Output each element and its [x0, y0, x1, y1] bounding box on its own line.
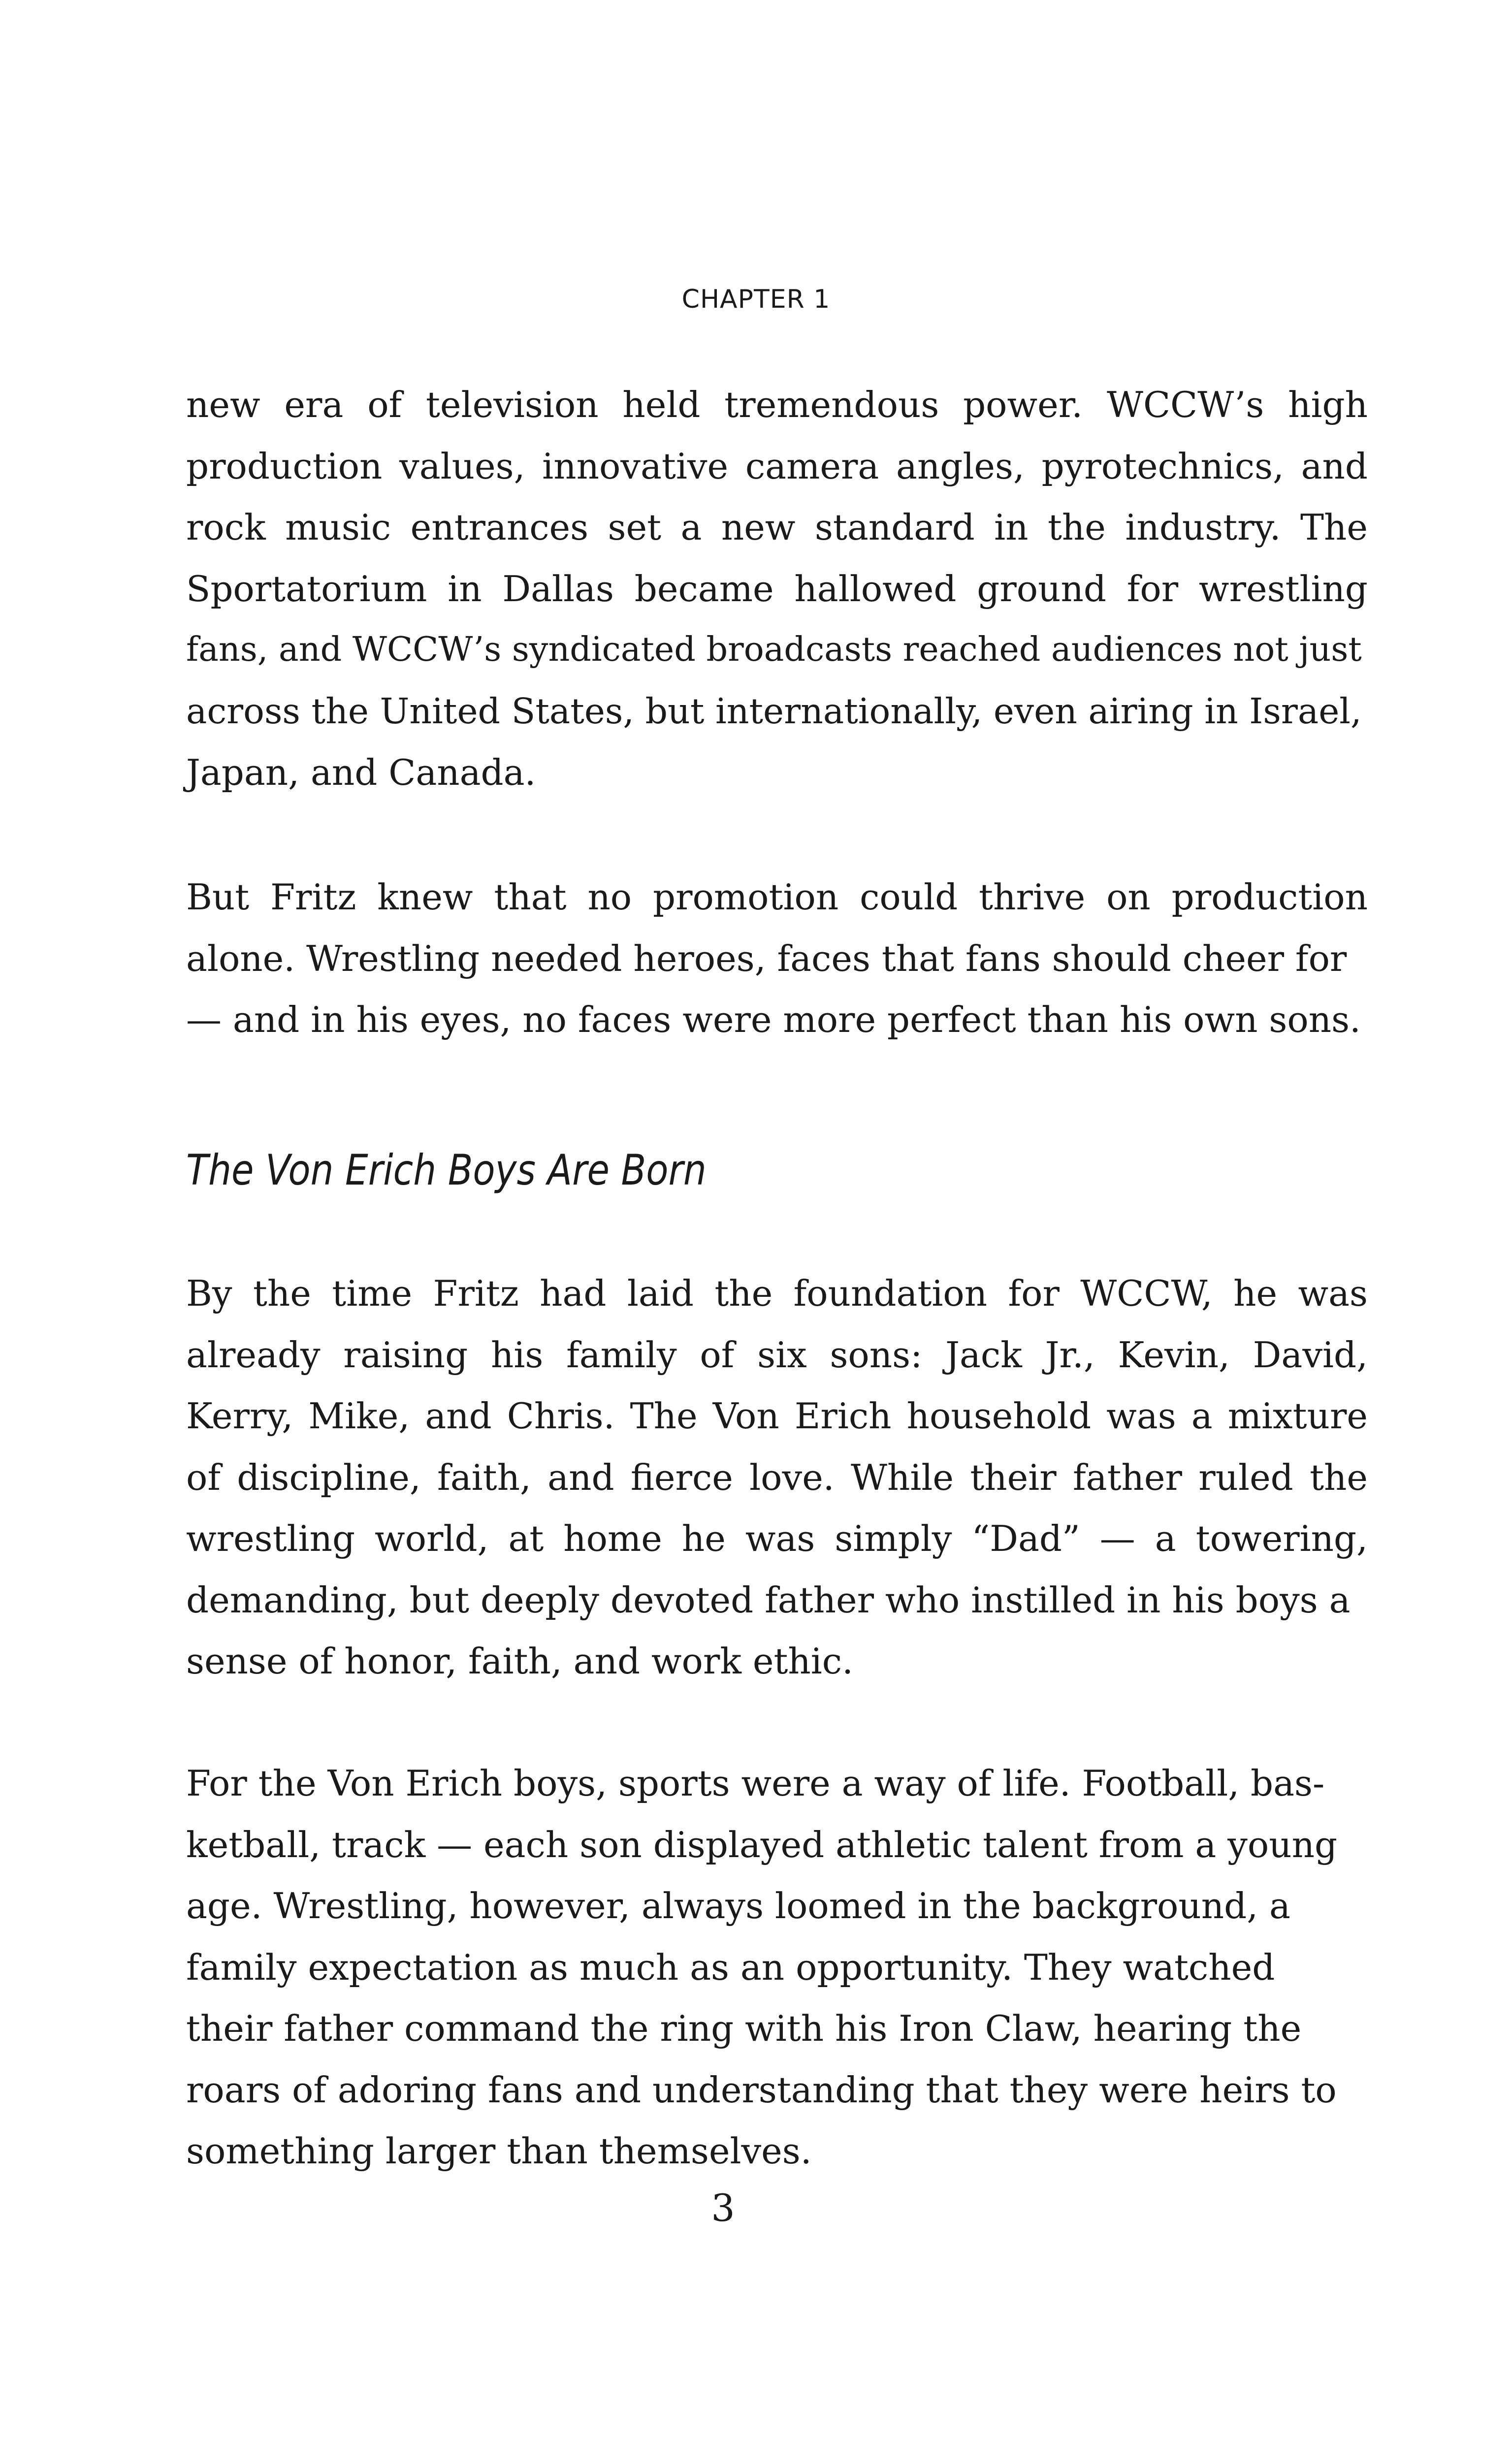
text-line: rock music entrances set a new standard in the industry. The: [186, 507, 1368, 548]
running-head: CHAPTER 1: [681, 285, 831, 314]
section-heading: The Von Erich Boys Are Born: [186, 1146, 707, 1195]
text-line: their father command the ring with his Iron Claw, hearing the: [186, 2008, 1302, 2049]
text-line: — and in his eyes, no faces were more perfect than his own sons.: [186, 999, 1361, 1040]
text-line: something larger than themselves.: [186, 2130, 812, 2172]
body-paragraph-2: [186, 867, 1368, 1051]
text-line: roars of adoring fans and understanding that they were heirs to: [186, 2069, 1337, 2111]
text-line: But Fritz knew that no promotion could thrive on production: [186, 876, 1368, 918]
text-line: fans, and WCCW’s syndicated broadcasts reached audiences not just: [186, 630, 1362, 669]
text-line: production values, innovative camera angles, pyrotechnics, and: [186, 445, 1368, 487]
page-number: 3: [711, 2186, 735, 2230]
body-paragraph-4: [186, 1753, 1368, 2182]
text-line: new era of television held tremendous power. WCCW’s high: [186, 384, 1368, 425]
text-line: ketball, track — each son displayed athletic talent from a young: [186, 1824, 1338, 1865]
text-line: of discipline, faith, and fierce love. While their father ruled the: [186, 1456, 1368, 1498]
text-line: Japan, and Canada.: [186, 752, 536, 793]
text-line: Kerry, Mike, and Chris. The Von Erich household was a mixture: [186, 1395, 1368, 1437]
text-line: demanding, but deeply devoted father who instilled in his boys a: [186, 1579, 1351, 1621]
text-line: wrestling world, at home he was simply “Dad” — a towering,: [186, 1518, 1368, 1559]
body-paragraph-3: [186, 1263, 1368, 1692]
text-line: age. Wrestling, however, always loomed in the background, a: [186, 1885, 1290, 1927]
text-line: For the Von Erich boys, sports were a way of life. Football, bas-: [186, 1763, 1325, 1804]
text-line: By the time Fritz had laid the foundation for WCCW, he was: [186, 1273, 1368, 1314]
text-line: alone. Wrestling needed heroes, faces that fans should cheer for: [186, 937, 1347, 979]
text-line: across the United States, but internationally, even airing in Israel,: [186, 690, 1362, 732]
text-line: Sportatorium in Dallas became hallowed ground for wrestling: [186, 568, 1368, 610]
text-line: already raising his family of six sons: Jack Jr., Kevin, David,: [186, 1334, 1368, 1376]
text-line: family expectation as much as an opportunity. They watched: [186, 1946, 1275, 1988]
text-line: sense of honor, faith, and work ethic.: [186, 1640, 853, 1682]
body-paragraph-1: [186, 374, 1368, 803]
